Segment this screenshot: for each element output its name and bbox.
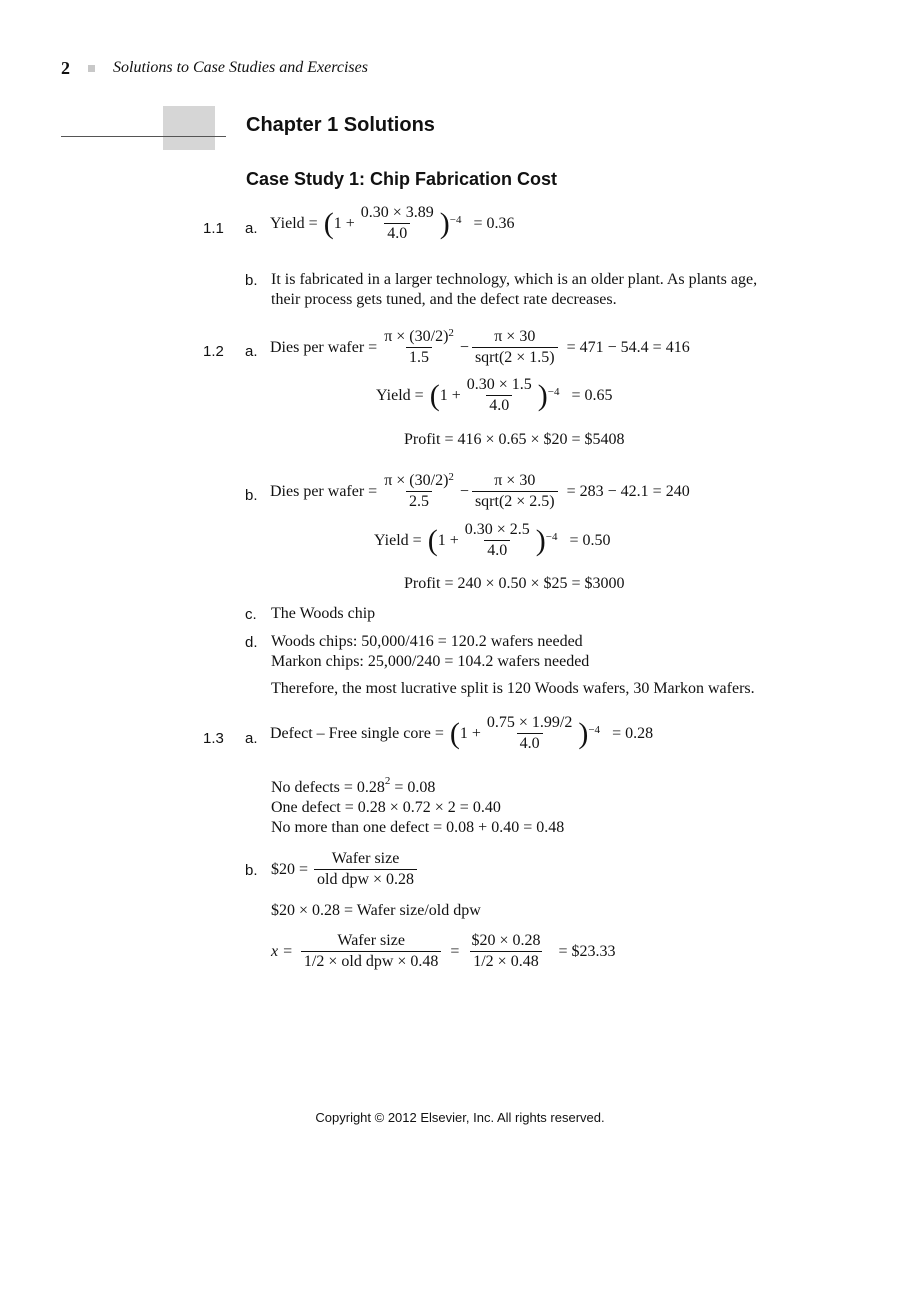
exponent: −4: [588, 723, 601, 736]
numerator: π × 30: [494, 328, 536, 345]
eq-label: Yield =: [270, 214, 318, 232]
denominator: 4.0: [484, 540, 510, 560]
eq-label: Yield =: [376, 386, 424, 404]
equation-dies-b: [270, 472, 690, 511]
right-paren: ): [578, 716, 589, 750]
one-plus: 1 +: [437, 531, 459, 549]
part-label: c.: [245, 606, 257, 623]
numerator: $\pi \times (30/2)^2$: [384, 471, 454, 489]
problem-number: 1.3: [203, 730, 224, 747]
left-paren: (: [427, 523, 438, 557]
text-line: Markon chips: 25,000/240 = 104.2 wafers needed: [271, 653, 590, 670]
running-title: Solutions to Case Studies and Exercises: [113, 59, 368, 76]
denominator: sqrt(2 × 2.5): [472, 491, 558, 511]
numerator: 0.30 × 1.5: [466, 376, 532, 393]
numerator: 0.30 × 3.89: [360, 204, 434, 221]
fraction: [468, 932, 543, 971]
eq-label: Dies per wafer =: [270, 338, 378, 356]
chapter-rule: [61, 136, 226, 137]
eq-label: Defect – Free single core =: [270, 724, 444, 742]
denominator: 4.0: [384, 223, 410, 243]
equation-dies-a: [270, 328, 690, 367]
eq-result: = $23.33: [558, 942, 616, 960]
equation-b: [271, 850, 420, 889]
eq-result: = 471 − 54.4 = 416: [566, 338, 690, 356]
text-line: No defects = $0.28^2 = 0.08$: [271, 775, 436, 796]
fraction: [381, 472, 457, 511]
right-paren: ): [439, 206, 450, 240]
numerator: $20 × 0.28: [471, 932, 541, 949]
equation-yield-a: [376, 376, 613, 415]
text-line: One defect = 0.28 × 0.72 × 2 = 0.40: [271, 799, 501, 816]
denominator: 1/2 × 0.48: [470, 951, 541, 971]
left-paren: (: [429, 378, 440, 412]
text-line: Therefore, the most lucrative split is 120 Woods wafers, 30 Markon wafers.: [271, 680, 755, 697]
text-line: No more than one defect = 0.08 + 0.40 = 0.48: [271, 819, 565, 836]
part-label: d.: [245, 634, 258, 651]
fraction: [462, 521, 533, 560]
part-label: a.: [245, 220, 258, 237]
minus-sign: −: [459, 482, 469, 500]
text-line: their process gets tuned, and the defect rate decreases.: [271, 291, 617, 308]
minus-sign: −: [459, 338, 469, 356]
eq-result: = 0.65: [571, 386, 613, 404]
one-plus: 1 +: [459, 724, 481, 742]
fraction: [472, 472, 558, 511]
part-label: b.: [245, 272, 258, 289]
denominator: 1.5: [406, 347, 432, 367]
equation-defect-free: [270, 714, 653, 753]
fraction: [484, 714, 575, 753]
denominator: 4.0: [486, 395, 512, 415]
equals-sign: =: [450, 942, 460, 960]
problem-number: 1.2: [203, 343, 224, 360]
fraction: [472, 328, 558, 367]
exponent: −4: [545, 530, 558, 543]
eq-result: = 283 − 42.1 = 240: [566, 482, 690, 500]
left-paren: (: [449, 716, 460, 750]
exponent: −4: [547, 385, 560, 398]
fraction: [464, 376, 535, 415]
fraction: [314, 850, 417, 889]
one-plus: 1 +: [439, 386, 461, 404]
fraction: [358, 204, 437, 243]
exponent: −4: [449, 213, 462, 226]
one-plus: 1 +: [333, 214, 355, 232]
denominator: 1/2 × old dpw × 0.48: [301, 951, 442, 971]
problem-number: 1.1: [203, 220, 224, 237]
eq-result: = 0.36: [473, 214, 515, 232]
numerator: Wafer size: [337, 932, 405, 949]
numerator: 0.75 × 1.99/2: [486, 714, 573, 731]
eq-label: Dies per wafer =: [270, 482, 378, 500]
part-label: b.: [245, 862, 258, 879]
chapter-decoration-box: [163, 106, 215, 150]
equation-yield-1-1: [270, 204, 515, 243]
denominator: old dpw × 0.28: [314, 869, 417, 889]
right-paren: ): [537, 378, 548, 412]
left-paren: (: [323, 206, 334, 240]
case-study-title: Case Study 1: Chip Fabrication Cost: [246, 169, 558, 189]
numerator: $\pi \times (30/2)^2$: [384, 327, 454, 345]
part-label: a.: [245, 343, 258, 360]
profit-line: Profit = 416 × 0.65 × $20 = $5408: [404, 431, 625, 448]
numerator: 0.30 × 2.5: [464, 521, 530, 538]
text-line: Woods chips: 50,000/416 = 120.2 wafers needed: [271, 633, 583, 650]
text-line: The Woods chip: [271, 605, 376, 622]
text-line: $20 × 0.28 = Wafer size/old dpw: [271, 902, 481, 919]
eq-result: = 0.28: [612, 724, 654, 742]
numerator: Wafer size: [331, 850, 400, 867]
eq-label: x =: [271, 942, 293, 960]
fraction: [301, 932, 442, 971]
part-label: a.: [245, 730, 258, 747]
denominator: 4.0: [517, 733, 543, 753]
equation-x: [271, 932, 616, 971]
numerator: π × 30: [494, 472, 536, 489]
denominator: sqrt(2 × 1.5): [472, 347, 558, 367]
part-label: b.: [245, 487, 258, 504]
denominator: 2.5: [406, 491, 432, 511]
equation-yield-b: [374, 521, 611, 560]
chapter-title: Chapter 1 Solutions: [246, 114, 435, 136]
page-number: 2: [61, 58, 70, 78]
eq-label: Yield =: [374, 531, 422, 549]
copyright-footer: Copyright © 2012 Elsevier, Inc. All rights reserved.: [315, 1110, 605, 1125]
eq-result: = 0.50: [569, 531, 611, 549]
right-paren: ): [535, 523, 546, 557]
fraction: [381, 328, 457, 367]
eq-label: $20 =: [271, 860, 309, 878]
text-line: It is fabricated in a larger technology, which is an older plant. As plants age,: [271, 271, 758, 288]
profit-line: Profit = 240 × 0.50 × $25 = $3000: [404, 575, 625, 592]
header-square-icon: [88, 65, 95, 72]
